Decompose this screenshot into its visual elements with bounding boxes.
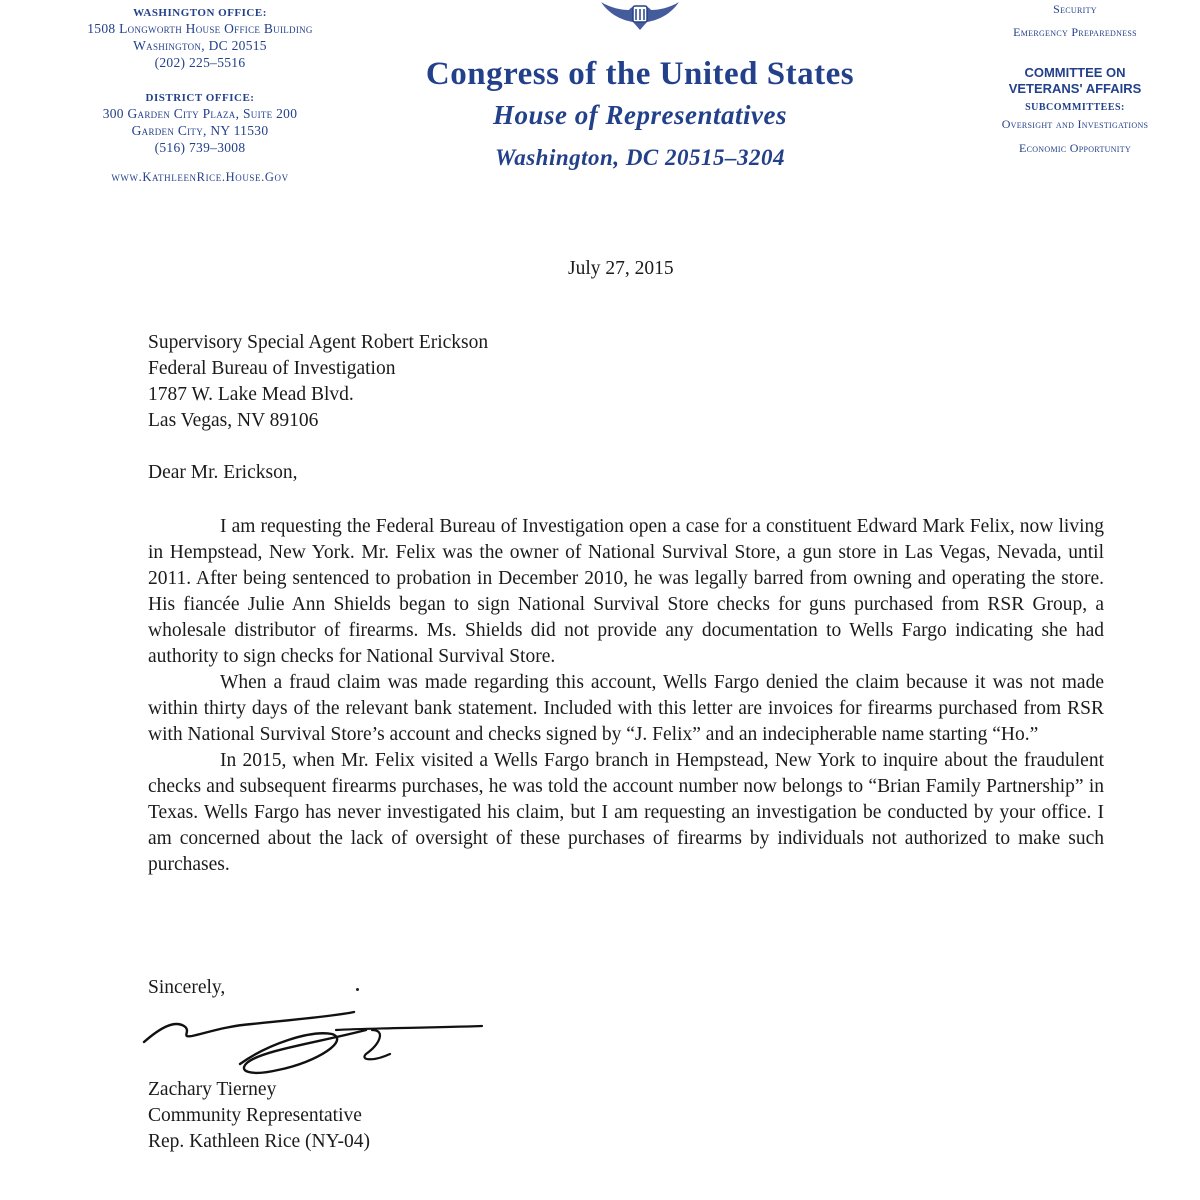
house-title: House of Representatives [493, 100, 787, 130]
district-office-heading: DISTRICT OFFICE: [145, 92, 255, 104]
letter-date: July 27, 2015 [568, 258, 674, 279]
subcommittee-list [950, 115, 1200, 157]
body-paragraph: I am requesting the Federal Bureau of Investigation open a case for a constituent Edward Mark Felix, now living in Hempstead, New York. Mr. Felix was the owner of National Survival Store, a gun store in Las Vegas, Nevada, until 2011. After being sentenced to probation in December 2010, he was legally barred from owning and operating the store. His fiancée Julie Ann Shields began to sign National Survival Store checks for guns purchased from RSR Group, a wholesale distributor of firearms. Ms. Shields did not provide any documentation to Wells Fargo indicating she had authority to sign checks for National Survival Store. [148, 516, 1104, 667]
letterhead-right-column [950, 0, 1200, 157]
ink-speck [356, 988, 359, 991]
committee-heading-line: VETERANS' AFFAIRS [1008, 81, 1142, 96]
address-line: 1787 W. Lake Mead Blvd. [148, 384, 354, 405]
address-line: Federal Bureau of Investigation [148, 358, 396, 379]
district-address-line: 300 Garden City Plaza, Suite 200 [102, 106, 298, 121]
washington-phone: (202) 225–5516 [154, 55, 246, 70]
subcommittees-heading: SUBCOMMITTEES: [1025, 102, 1125, 113]
washington-office-address [40, 20, 360, 71]
signer-title: Community Representative [148, 1105, 362, 1126]
body-paragraph: In 2015, when Mr. Felix visited a Wells Fargo branch in Hempstead, New York to inquire about the fraudulent checks and subsequent firearms purchases, he was told the account number now belongs to “Brian Family Partnership” in Texas. Wells Fargo has never investigated his claim, but I am requesting an investigation be conducted by your office. I am concerned about the lack of oversight of these purchases of firearms by individuals not authorized to make such purchases. [148, 750, 1104, 875]
subcommittee-oversight: Oversight and Investigations [1001, 117, 1149, 131]
district-address-line: Garden City, NY 11530 [131, 123, 269, 138]
committee-heading [950, 65, 1200, 97]
washington-address-line: 1508 Longworth House Office Building [87, 21, 313, 36]
washington-zip-title: Washington, DC 20515–3204 [494, 145, 786, 170]
signature-block [148, 1077, 370, 1155]
subcommittee-economic-opportunity: Economic Opportunity [1018, 141, 1132, 155]
signer-name: Zachary Tierney [148, 1079, 277, 1100]
handwritten-signature [140, 1000, 500, 1080]
address-line: Supervisory Special Agent Robert Erickson [148, 332, 489, 353]
letterhead-center [380, 0, 900, 170]
closing: Sincerely, [148, 977, 226, 998]
website-link[interactable]: www.KathleenRice.House.Gov [111, 170, 289, 184]
committee-security: Security [1053, 2, 1097, 16]
recipient-address [148, 330, 488, 434]
committee-emergency-preparedness: Emergency Preparedness [1013, 25, 1137, 39]
body-paragraph: When a fraud claim was made regarding this account, Wells Fargo denied the claim because it was not made within thirty days of the relevant bank statement. Included with this letter are invoices for firearms purchased from RSR with National Survival Store’s account and checks signed by “J. Felix” and an indecipherable name starting “Ho.” [148, 672, 1104, 745]
salutation: Dear Mr. Erickson, [148, 462, 298, 483]
eagle-seal-icon [595, 0, 685, 34]
district-phone: (516) 739–3008 [154, 140, 246, 155]
washington-office-heading: WASHINGTON OFFICE: [133, 7, 267, 19]
address-line: Las Vegas, NV 89106 [148, 410, 319, 431]
committee-heading-line: COMMITTEE ON [1024, 65, 1126, 80]
letterhead-left-column [40, 0, 360, 185]
district-office-address [40, 105, 360, 156]
washington-address-line: Washington, DC 20515 [133, 38, 267, 53]
signer-office: Rep. Kathleen Rice (NY-04) [148, 1131, 371, 1152]
congress-title: Congress of the United States [425, 56, 855, 92]
letter-body [148, 514, 1104, 878]
